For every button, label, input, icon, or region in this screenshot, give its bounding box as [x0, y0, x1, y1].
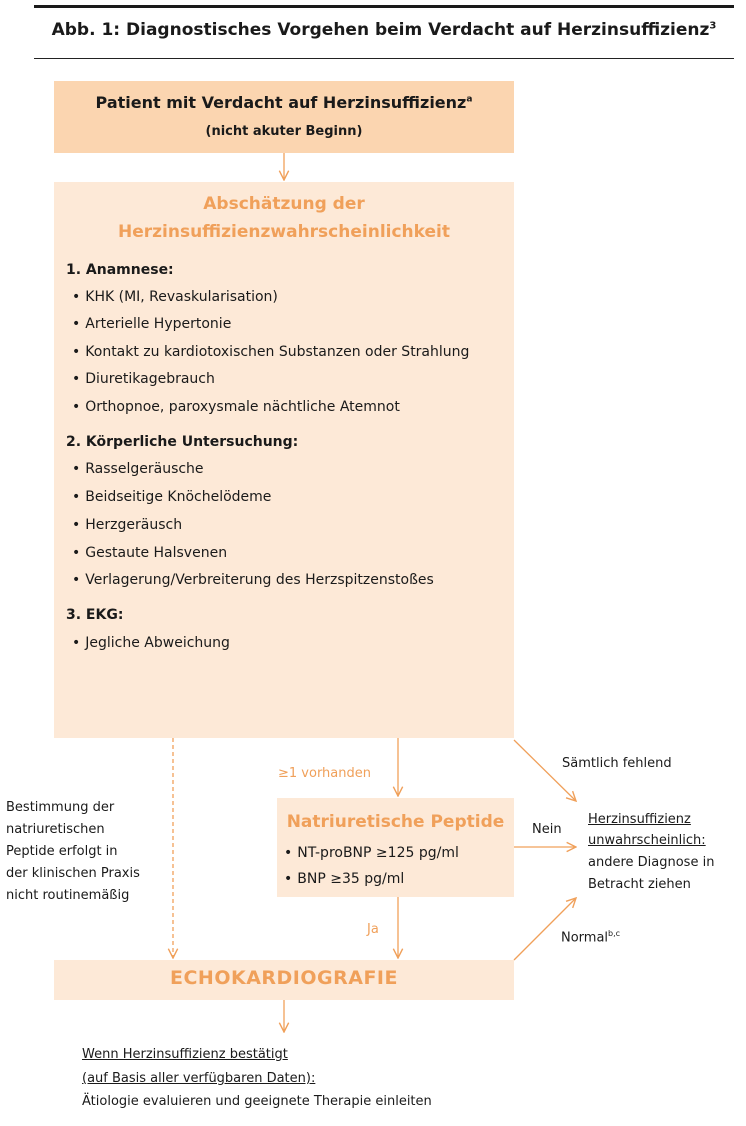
list-item: • Jegliche Abweichung: [72, 635, 230, 651]
section-heading-ekg: 3. EKG:: [66, 607, 124, 623]
peptides-title: Natriuretische Peptide: [286, 812, 505, 832]
section-heading-anamnese: 1. Anamnese:: [66, 262, 174, 278]
assessment-title-line1: Abschätzung der: [203, 194, 365, 214]
echo-label: ECHOKARDIOGRAFIE: [170, 967, 398, 989]
side-note-line: der klinischen Praxis: [6, 866, 140, 881]
list-item: • Verlagerung/Verbreiterung des Herzspitzenstoßes: [72, 572, 434, 588]
label-normal: Normal$^{b,c}$: [561, 929, 621, 946]
list-item: • Beidseitige Knöchelödeme: [72, 489, 271, 505]
side-note-line: nicht routinemäßig: [6, 888, 130, 903]
patient-subtitle: (nicht akuter Beginn): [205, 124, 363, 139]
outcome-unlikely-line2: unwahrscheinlich:: [588, 833, 706, 848]
label-yes: Ja: [367, 922, 379, 937]
peptide-item: • NT-proBNP ≥125 pg/ml: [284, 845, 459, 861]
label-all-absent: Sämtlich fehlend: [562, 756, 672, 771]
list-item: • Kontakt zu kardiotoxischen Substanzen oder Strahlung: [72, 344, 469, 360]
patient-footnote: a: [466, 94, 473, 105]
normal-footnote: b,c: [608, 929, 621, 938]
arrow-normal: [514, 898, 576, 960]
final-line1: Wenn Herzinsuffizienz bestätigt: [82, 1047, 288, 1062]
list-item: • Herzgeräusch: [72, 517, 182, 533]
list-item: • KHK (MI, Revaskularisation): [72, 289, 278, 305]
label-no: Nein: [532, 822, 562, 837]
side-note-line: Peptide erfolgt in: [6, 844, 118, 859]
list-item: • Arterielle Hypertonie: [72, 316, 231, 332]
outcome-unlikely-line4: Betracht ziehen: [588, 877, 691, 892]
side-note-line: Bestimmung der: [6, 800, 115, 815]
figure-title: Abb. 1: Diagnostisches Vorgehen beim Verdacht auf Herzinsuffizienz$^3$: [51, 20, 717, 40]
list-item: • Rasselgeräusche: [72, 461, 204, 477]
label-present: ≥1 vorhanden: [278, 766, 371, 781]
outcome-unlikely-line3: andere Diagnose in: [588, 855, 715, 870]
assessment-title-line2: Herzinsuffizienzwahrscheinlichkeit: [118, 222, 450, 242]
side-note-line: natriuretischen: [6, 822, 105, 837]
peptide-item: • BNP ≥35 pg/ml: [284, 871, 404, 887]
section-heading-untersuchung: 2. Körperliche Untersuchung:: [66, 434, 299, 450]
outcome-unlikely-line1: Herzinsuffizienz: [588, 812, 691, 827]
final-line2: (auf Basis aller verfügbaren Daten):: [82, 1071, 316, 1086]
title-footnote: 3: [709, 20, 717, 32]
patient-title: Patient mit Verdacht auf Herzinsuffizienz$^a$: [95, 93, 473, 112]
arrow-all-absent: [514, 740, 576, 801]
final-line3: Ätiologie evaluieren und geeignete Therapie einleiten: [82, 1094, 432, 1109]
list-item: • Diuretikagebrauch: [72, 371, 215, 387]
list-item: • Orthopnoe, paroxysmale nächtliche Atemnot: [72, 399, 400, 415]
list-item: • Gestaute Halsvenen: [72, 545, 227, 561]
